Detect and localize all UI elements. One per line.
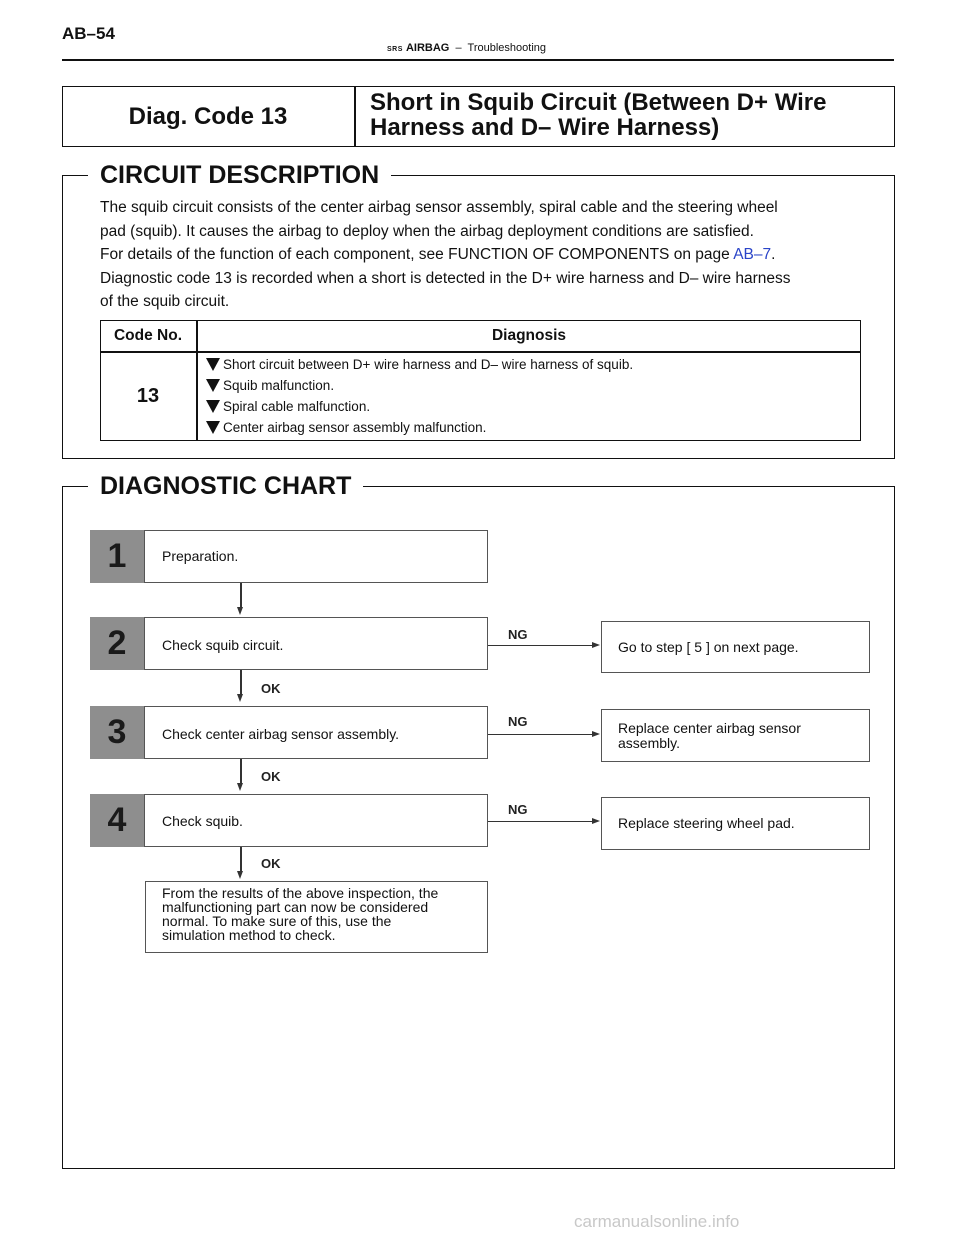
section-prefix: SRS	[387, 46, 403, 53]
description-line-5: of the squib circuit.	[100, 293, 230, 310]
triangle-bullet-icon	[206, 400, 220, 413]
table-header-code: Code No.	[113, 326, 183, 344]
arrow-down-icon	[237, 783, 243, 791]
arrow-right-icon	[592, 731, 600, 737]
step-2-number: 2	[90, 617, 145, 670]
arrow-down-icon	[237, 694, 243, 702]
diag-code-description	[370, 90, 890, 140]
flow-line	[240, 847, 242, 873]
circuit-description-heading: CIRCUIT DESCRIPTION	[88, 160, 391, 190]
step-4-result-box	[601, 797, 870, 850]
diagnostic-chart-heading: DIAGNOSTIC CHART	[88, 471, 363, 501]
diagnosis-item: Short circuit between D+ wire harness and D– wire harness of squib.	[223, 357, 634, 372]
flow-line	[488, 734, 592, 735]
description-line-3-text: For details of the function of each component, see FUNCTION OF COMPONENTS on page	[100, 246, 734, 263]
section-name: AIRBAG	[405, 42, 450, 54]
final-line-4: simulation method to check.	[162, 927, 336, 943]
flow-line	[240, 759, 242, 785]
step-2-result-box	[601, 621, 870, 673]
step-1-number: 1	[90, 530, 145, 583]
title-line-1: Short in Squib Circuit (Between D+ Wire	[370, 89, 827, 116]
table-row	[206, 396, 856, 417]
description-line-1: The squib circuit consists of the center airbag sensor assembly, spiral cable and the steering wheel	[100, 199, 778, 216]
flow-line	[240, 583, 242, 609]
description-line-4: Diagnostic code 13 is recorded when a short is detected in the D+ wire harness and D– wire harness	[100, 269, 791, 287]
section-separator: –	[455, 42, 462, 54]
title-line-2: Harness and D– Wire Harness)	[370, 114, 720, 141]
page-link-ab7[interactable]: AB–7	[733, 246, 772, 263]
step-3-result-line-1: Replace center airbag sensor	[618, 719, 801, 736]
header-rule	[62, 59, 894, 61]
description-line-3	[100, 243, 865, 267]
final-result-text	[162, 886, 482, 942]
flow-line	[240, 670, 242, 696]
ok-label: OK	[261, 856, 281, 871]
step-3-number: 3	[90, 706, 145, 759]
step-2-result: Go to step [ 5 ] on next page.	[618, 638, 799, 655]
table-header-rule	[100, 351, 861, 353]
circuit-description-text	[100, 196, 865, 314]
arrow-right-icon	[592, 642, 600, 648]
ng-label: NG	[508, 802, 528, 817]
diag-code-title: Diag. Code 13	[128, 102, 288, 130]
step-1-box	[90, 530, 488, 583]
ng-label: NG	[508, 714, 528, 729]
diagnosis-item: Center airbag sensor assembly malfunction.	[223, 420, 487, 435]
ok-label: OK	[261, 681, 281, 696]
step-4-result: Replace steering wheel pad.	[618, 815, 795, 831]
section-sub: Troubleshooting	[467, 42, 547, 54]
final-line-2: malfunctioning part can now be considered	[162, 899, 429, 915]
step-4-label: Check squib.	[162, 813, 243, 829]
diagnosis-item: Spiral cable malfunction.	[223, 399, 371, 414]
step-3-result-box	[601, 709, 870, 762]
table-header-diagnosis: Diagnosis	[491, 326, 567, 344]
watermark: carmanualsonline.info	[574, 1212, 740, 1231]
step-4-number: 4	[90, 794, 145, 847]
arrow-down-icon	[237, 607, 243, 615]
table-row	[206, 354, 856, 375]
table-row	[206, 417, 856, 438]
table-cell-code: 13	[136, 385, 160, 407]
arrow-right-icon	[592, 818, 600, 824]
description-line-3-end: .	[771, 246, 776, 263]
triangle-bullet-icon	[206, 358, 220, 371]
arrow-down-icon	[237, 871, 243, 879]
step-2-box	[90, 617, 488, 670]
final-line-1: From the results of the above inspection, the	[162, 885, 439, 901]
ng-label: NG	[508, 627, 528, 642]
table-cell-diagnosis	[206, 354, 856, 438]
description-line-2: pad (squib). It causes the airbag to deploy when the airbag deployment conditions are satisfied.	[100, 222, 754, 240]
triangle-bullet-icon	[206, 379, 220, 392]
diagnosis-item: Squib malfunction.	[223, 378, 335, 393]
step-3-label: Check center airbag sensor assembly.	[162, 726, 400, 742]
section-header	[387, 42, 546, 54]
flow-line	[488, 821, 592, 822]
ok-label: OK	[261, 769, 281, 784]
table-row	[206, 375, 856, 396]
triangle-bullet-icon	[206, 421, 220, 434]
flow-line	[488, 645, 592, 646]
step-4-box	[90, 794, 488, 847]
step-3-result-line-2: assembly.	[618, 734, 680, 751]
title-divider	[354, 86, 356, 147]
page-id: AB–54	[62, 24, 115, 43]
step-2-label: Check squib circuit.	[162, 637, 284, 653]
final-line-3: normal. To make sure of this, use the	[162, 913, 392, 929]
step-1-label: Preparation.	[162, 548, 239, 564]
